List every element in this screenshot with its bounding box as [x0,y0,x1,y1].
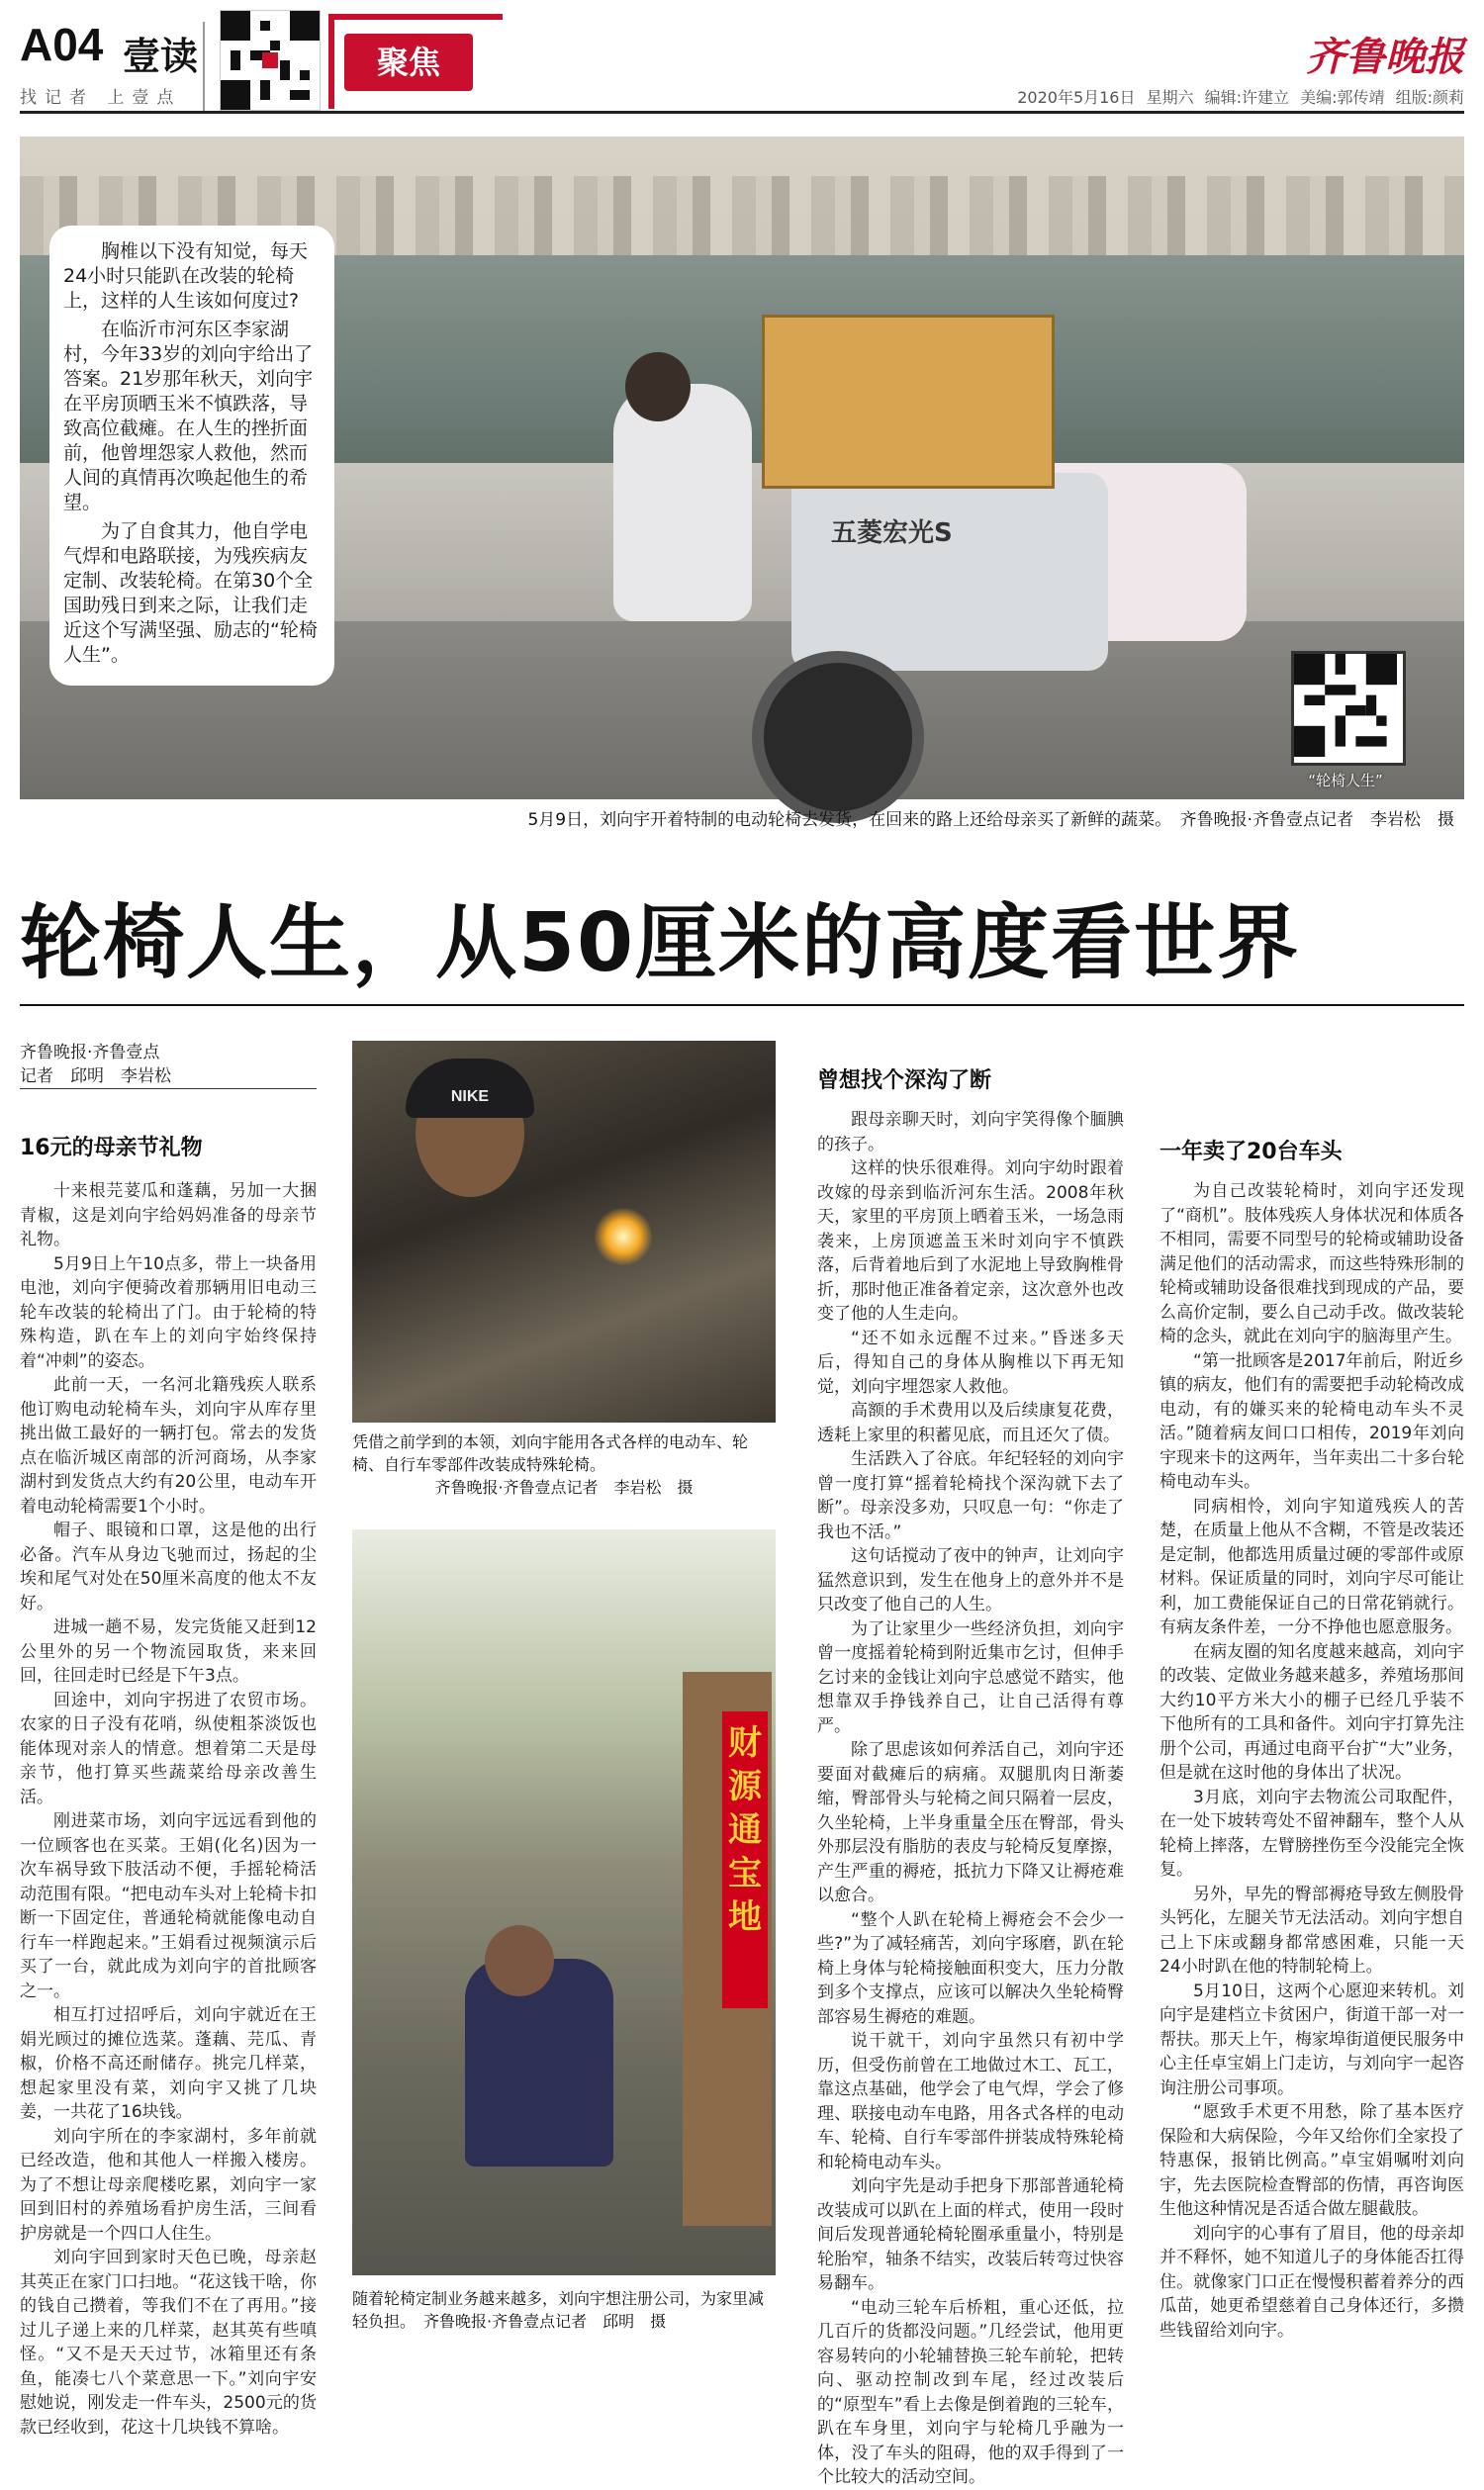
intro-box [49,226,334,686]
cart-brand: 五菱宏光S [831,518,953,548]
paragraph: 说干就干，刘向宇虽然只有初中学历，但受伤前曾在工地做过木工、瓦工，靠这点基础，他学会了电气焊，学会了修理、联接电动车电路，用各式各样的电动车、轮椅、自行车零部件拼装成特殊轮椅和轮椅电动车头。 [817,2031,1124,2172]
subhead-deep-ditch: 曾想找个深沟了断 [817,1068,992,1093]
paragraph: 此前一天，一名河北籍残疾人联系他订购电动轮椅车头，刘向宇从库存里挑出做工最好的一辆打包。常去的发货点在临沂城区南部的沂河商场，从李家湖村到发货点大约有20公里，电动车开着电动轮椅需要1个小时。 [20,1375,317,1517]
headline: 轮椅人生，从50厘米的高度看世界 [20,896,1301,990]
rider [613,384,752,621]
paragraph: 刘向宇回到家时天色已晚，母亲赵其英正在家门口扫地。“花这钱干啥，你的钱自己攒着，等我们不在了再用。”接过儿子递上来的几样菜，赵其英有些嗔怪。“又不是天天过节，冰箱里还有条鱼，能凑七八个菜意思一下。”刘向宇安慰她说，刚发走一件车头，2500元的货款已经收到，花这十几块钱不算啥。 [20,2248,317,2438]
page-number: A04 [20,19,104,70]
photo-welding-hat [406,1059,534,1118]
paragraph: 跟母亲聊天时，刘向宇笑得像个腼腆的孩子。 [817,1110,1124,1154]
paragraph: 刘向宇所在的李家湖村，多年前就已经改造，他和其他人一样搬入楼房。为了不想让母亲爬楼吃累，刘向宇一家回到旧村的养殖场看护房生活，三间看护房就是一个四口人住生。 [20,2126,317,2244]
paragraph: 这样的快乐很难得。刘向宇幼时跟着改嫁的母亲到临沂河东生活。2008年秋天，家里的平房顶上晒着玉米，一场急雨袭来，上房顶遮盖玉米时刘向宇不慎跌落，后背着地后到了水泥地上导致胸椎骨折，那时他正准备着定亲，这次意外也改变了他的人生走向。 [817,1158,1124,1324]
cart-wheel [752,651,924,823]
cargo-box [762,315,1055,489]
rider-head [625,352,691,421]
hat-logo: NIKE [450,1088,490,1105]
section-name: 壹读 [123,35,199,78]
article-column-3 [817,1108,1124,2487]
paragraph: 在病友圈的知名度越来越高，刘向宇的改装、定做业务越来越多，养殖场那间大约10平方米大小的棚子已经几乎装不下他所有的工具和备件。刘向宇打算先注册个公司，再通过电商平台扩“大”业务，但是就在这时他的身体出了状况。 [1159,1641,1464,1783]
paragraph: 另外，早先的臀部褥疮导致左侧股骨头钙化，左腿关节无法活动。刘向宇想自己上下床或翻身都常感困难，只能一天24小时趴在他的特制轮椅上。 [1159,1884,1464,1977]
photo-welding-caption [352,1430,776,1499]
paragraph: 回途中，刘向宇拐进了农贸市场。农家的日子没有花哨，纵使粗茶淡饭也能体现对亲人的情意。想着第二天是母亲节，他打算买些蔬菜给母亲改善生活。 [20,1690,317,1807]
qr-pattern [221,11,320,110]
intro-paragraph: 为了自食其力，他自学电气焊和电路联接，为残疾病友定制、改装轮椅。在第30个全国助残日到来之际，让我们走近这个写满坚强、励志的“轮椅人生”。 [63,520,318,666]
paragraph: 同病相怜，刘向宇知道残疾人的苦楚，在质量上他从不含糊，不管是改装还是定制，他都选用质量过硬的零部件或原材料。保证质量的同时，刘向宇尽可能让利，加工费能保证自己的日常花销就行。有病友条件差，一分不挣他也愿意服务。 [1159,1496,1464,1637]
subhead-twenty-units: 一年卖了20台车头 [1159,1140,1343,1164]
paragraph: “整个人趴在轮椅上褥疮会不会少一些?”为了减轻痛苦，刘向宇琢磨，趴在轮椅上身体与轮椅接触面积变大，压力分散到多个支撑点，应该可以解决久坐轮椅臀部容易生褥疮的难题。 [817,1909,1124,2027]
paragraph: 相互打过招呼后，刘向宇就近在王娟光顾过的摊位选菜。蓬藕、芫瓜、青椒，价格不高还耐储存。挑完几样菜，想起家里没有菜，刘向宇又挑了几块姜，一共花了16块钱。 [20,2005,317,2122]
intro-paragraph: 在临沂市河东区李家湖村，今年33岁的刘向宇给出了答案。21岁那年秋天，刘向宇在平房顶晒玉米不慎跌落，导致高位截瘫。在人生的挫折面前，他曾埋怨家人救他，然而人间的真情再次唤起他生的希望。 [63,319,314,513]
paragraph: 高额的手术费用以及后续康复花费，透耗上家里的积蓄见底，而且还欠了债。 [817,1401,1124,1445]
paragraph: 除了思虑该如何养活自己，刘向宇还要面对截瘫后的病痛。双腿肌肉日渐萎缩，臀部骨头与轮椅之间只隔着一层皮，久坐轮椅，上半身重量全压在臀部，骨头外那层没有脂肪的表皮与轮椅反复摩擦，产生严重的褥疮，抵抗力下降又让褥疮难以愈合。 [817,1740,1124,1905]
article-column-4 [1159,1179,1464,2376]
byline [20,1041,317,1088]
paragraph: 刚进菜市场，刘向宇远远看到他的一位顾客也在买菜。王娟(化名)因为一次车祸导致下肢活动不便，手摇轮椅活动范围有限。“把电动车头对上轮椅卡扣断一下固定住，普通轮椅就能像电动自行车一样跑起来。”王娟看过视频演示后买了一台，就此成为刘向宇的首批顾客之一。 [20,1811,317,2001]
byline-outlet: 齐鲁晚报·齐鲁壹点 [20,1043,160,1062]
paragraph: “愿致手术更不用愁，除了基本医疗保险和大病保险，今年又给你们全家投了特惠保，报销比例高。”卓宝娟嘱咐刘向宇，先去医院检查臀部的伤情，再咨询医生他这种情况是否适合做左腿截肢。 [1159,2102,1464,2219]
banner-text: 财源通宝地 [728,1723,762,1937]
photo-welding-credit: 齐鲁晚报·齐鲁壹点记者 李岩松 摄 [434,1478,694,1497]
focus-label: 聚焦 [344,34,473,91]
byline-rule [20,1088,317,1089]
paragraph: “第一批顾客是2017年前后，附近乡镇的病友，他们有的需要把手动轮椅改成电动，有的嫌买来的轮椅电动车头不灵活。”随着病友间口口相传，2019年刘向宇现来卡的这两年，当年卖出二十多台轮椅电动车头。 [1159,1350,1464,1492]
photo-courtyard-head [485,1925,554,1996]
paragraph: 刘向宇先是动手把身下那部普通轮椅改装成可以趴在上面的样式，使用一段时间后发现普通轮椅轮圈承重量小，特别是轮胎窄，轴条不结实，改装后转弯过快容易翻车。 [817,2176,1124,2293]
paragraph: 刘向宇的心事有了眉目，他的母亲却并不释怀，她不知道儿子的身体能否扛得住。就像家门口正在慢慢积蓄着养分的西瓜苗，她更希望慈着自己身体还行，多攒些钱留给刘向宇。 [1159,2223,1464,2341]
welding-spark [594,1207,653,1266]
masthead-divider [203,22,205,111]
paragraph: 3月底，刘向宇去物流公司取配件，在一处下坡转弯处不留神翻车，整个人从轮椅上摔落，左臂膀挫伤至今没能完全恢复。 [1159,1787,1464,1880]
paragraph: 为自己改装轮椅时，刘向宇还发现了“商机”。肢体残疾人身体状况和体质各不相同，需要不同型号的轮椅或辅助设备满足他们的活动需求，而这些特殊形制的轮椅或辅助设备很难找到现成的产品，要么高价定制，要么自己动手改。做改装轮椅的念头，就此在刘向宇的脑海里产生。 [1159,1181,1464,1346]
photo-courtyard-caption: 随着轮椅定制业务越来越多，刘向宇想注册公司，为家里减轻负担。 齐鲁晚报·齐鲁壹点记者 邱明 摄 [352,2289,765,2331]
cart-body [791,473,1108,671]
paragraph: 5月9日上午10点多，带上一块备用电池，刘向宇便骑改着那辆用旧电动三轮车改装的轮椅出了门。由于轮椅的特殊构造，趴在车上的刘向宇始终保持着“冲刺”的姿态。 [20,1253,317,1371]
intro-paragraph: 胸椎以下没有知觉，每天24小时只能趴在改装的轮椅上，这样的人生该如何度过? [63,240,309,312]
paragraph: 进城一趟不易，发完货能又赶到12公里外的另一个物流园取货，来来回回，往回走时已经是下午3点。 [20,1617,317,1686]
paragraph: 帽子、眼镜和口罩，这是他的出行必备。汽车从身边飞驰而过，扬起的尘埃和尾气对处在50厘米高度的他太不友好。 [20,1521,317,1614]
byline-reporters: 记者 邱明 李岩松 [20,1066,171,1086]
paragraph: “电动三轮车后桥粗，重心还低，拉几百斤的货都没问题。”几经尝试，他用更容易转向的小轮辅替换三轮车前轮，把转向、驱动控制改到车尾，经过改装后的“原型车”看上去像是倒着跑的三轮车，趴在车身里，刘向宇与轮椅几乎融为一体，没了车头的阻碍，他的双手得到了一个比较大的活动空间。 [817,2297,1124,2487]
paragraph: 生活跌入了谷底。年纪轻轻的刘向宇曾一度打算“摇着轮椅找个深沟就下去了断”。母亲没多劝，只叹息一句：“你走了我也不活。” [817,1449,1124,1542]
hero-caption: 5月9日，刘向宇开着特制的电动轮椅去发货，在回来的路上还给母亲买了新鲜的蔬菜。 齐鲁晚报·齐鲁壹点记者 李岩松 摄 [527,810,1454,830]
hero-qr-icon[interactable] [1291,651,1406,766]
paragraph: 这句话搅动了夜中的钟声，让刘向宇猛然意识到，发生在他身上的意外并不是只改变了他自己的人生。 [817,1546,1124,1614]
photo-welding-caption-text: 凭借之前学到的本领，刘向宇能用各式各样的电动车、轮椅、自行车零部件改装成特殊轮椅。 [352,1432,749,1474]
slogan: 找记者 上壹点 [20,88,182,108]
hero-qr-caption: “轮椅人生” [1308,772,1383,789]
paragraph: 十来根芫荽瓜和蓬藕，另加一大捆青椒，这是刘向宇给妈妈准备的母亲节礼物。 [20,1181,317,1249]
paragraph: 5月10日，这两个心愿迎来转机。刘向宇是建档立卡贫困户，街道干部一对一帮扶。那天上午，梅家埠街道便民服务中心主任卓宝娟上门走访，与刘向宇一起咨询注册公司事项。 [1159,1981,1464,2098]
headline-rule [20,1004,1464,1006]
qr-code-icon[interactable] [220,10,321,111]
hero-qr-pattern [1294,654,1397,757]
issue-meta: 2020年5月16日 星期六 编辑:许建立 美编:郭传靖 组版:颜莉 [1017,88,1464,107]
masthead-rule [20,111,1464,114]
newspaper-logo: 齐鲁晚报 [1306,34,1464,80]
article-column-1 [20,1179,317,2438]
subhead-mothers-day-gift: 16元的母亲节礼物 [20,1136,203,1160]
paragraph: “还不如永远醒不过来。”昏迷多天后，得知自己的身体从胸椎以下再无知觉，刘向宇埋怨家人救他。 [817,1328,1124,1397]
paragraph: 为了让家里少一些经济负担，刘向宇曾一度摇着轮椅到附近集市乞讨，但伸手乞讨来的金钱让刘向宇总感觉不踏实，他想靠双手挣钱养自己，让自己活得有尊严。 [817,1618,1124,1736]
